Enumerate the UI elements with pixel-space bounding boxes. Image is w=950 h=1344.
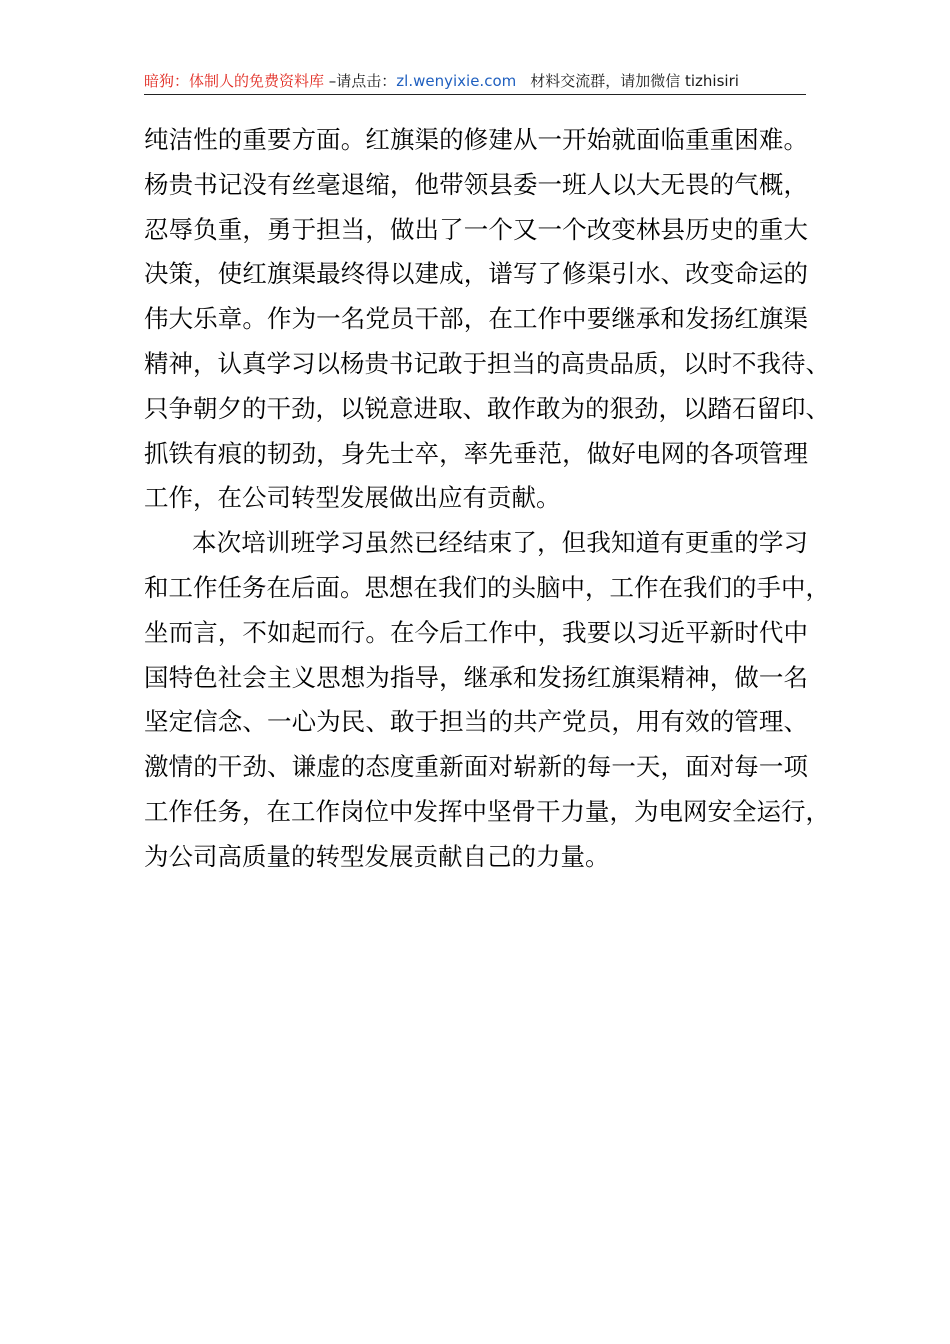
body-text xyxy=(144,118,830,880)
text-line: 精神，认真学习以杨贵书记敢于担当的高贵品质，以时不我待、 xyxy=(144,348,830,378)
text-line: 工作任务，在工作岗位中发挥中坚骨干力量，为电网安全运行， xyxy=(144,796,830,826)
page-header xyxy=(144,69,806,93)
header-divider xyxy=(144,94,806,95)
text-line: 纯洁性的重要方面。红旗渠的修建从一开始就面临重重困难。 xyxy=(144,125,808,154)
text-line: 本次培训班学习虽然已经结束了，但我知道有更重的学习 xyxy=(192,528,808,558)
header-brand: 暗狗：体制人的免费资料库 xyxy=(144,72,325,90)
text-line: 只争朝夕的干劲，以锐意进取、敢作敢为的狠劲，以踏石留印、 xyxy=(144,393,830,423)
paragraph-2 xyxy=(144,521,830,879)
text-line: 决策，使红旗渠最终得以建成，谱写了修渠引水、改变命运的 xyxy=(144,259,808,289)
text-line: 工作，在公司转型发展做出应有贡献。 xyxy=(144,483,561,513)
header-link[interactable]: zl.wenyixie.com xyxy=(396,72,517,90)
paragraph-1 xyxy=(144,118,830,521)
text-line: 忍辱负重，勇于担当，做出了一个又一个改变林县历史的重大 xyxy=(144,214,808,244)
text-line: 杨贵书记没有丝毫退缩，他带领县委一班人以大无畏的气概， xyxy=(144,169,808,199)
text-line: 抓铁有痕的韧劲，身先士卒，率先垂范，做好电网的各项管理 xyxy=(144,438,808,468)
header-wechat: 材料交流群，请加微信 tizhisiri xyxy=(530,72,739,90)
text-line: 伟大乐章。作为一名党员干部，在工作中要继承和发扬红旗渠 xyxy=(144,304,808,334)
text-line: 为公司高质量的转型发展贡献自己的力量。 xyxy=(144,841,610,871)
text-line: 激情的干劲、谦虚的态度重新面对崭新的每一天，面对每一项 xyxy=(144,752,808,782)
text-line: 坐而言，不如起而行。在今后工作中，我要以习近平新时代中 xyxy=(144,617,808,647)
text-line: 和工作任务在后面。思想在我们的头脑中，工作在我们的手中， xyxy=(144,572,830,602)
text-line: 坚定信念、一心为民、敢于担当的共产党员，用有效的管理、 xyxy=(144,707,808,737)
text-line: 国特色社会主义思想为指导，继承和发扬红旗渠精神，做一名 xyxy=(144,662,808,692)
header-prompt: –请点击： xyxy=(324,72,397,90)
